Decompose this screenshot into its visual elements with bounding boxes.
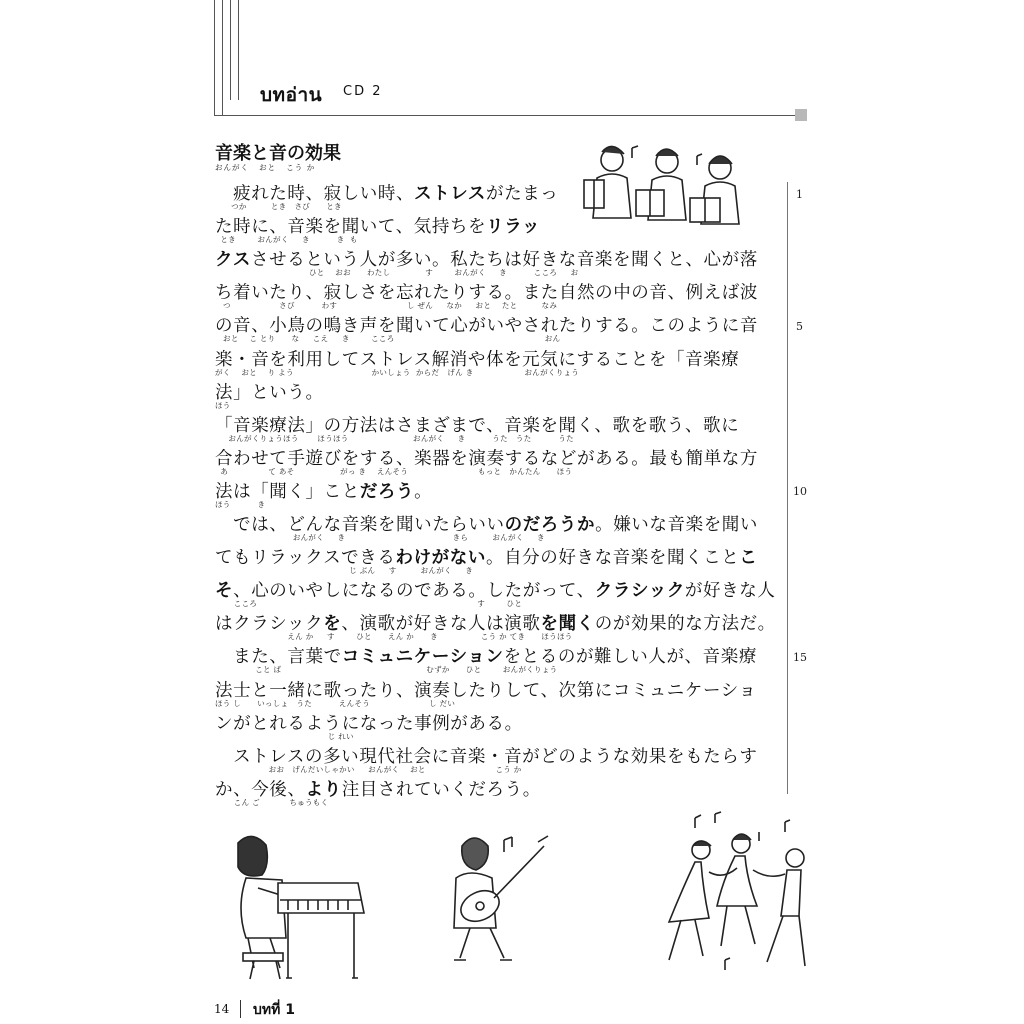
frame-line <box>238 0 239 100</box>
emphasized-text: より <box>305 779 342 800</box>
piano-player-illustration <box>218 828 368 983</box>
furigana-line: がく おと り よう かいしょう からだ げん き おんがくりょう <box>215 367 580 377</box>
furigana-line: おお げんだいしゃかい おんがく おと こう か <box>215 764 522 774</box>
text-segment: 。 <box>414 481 433 502</box>
text-segment: 、演歌が好きな人は演歌 <box>341 614 541 635</box>
choir-illustration <box>572 138 762 228</box>
furigana-line: じ ぶん す おんがく き <box>215 566 474 576</box>
emphasized-text: コミュニケーション <box>341 647 504 668</box>
furigana-line: つ さび わす し ぜん なか おと たと なみ <box>215 301 558 311</box>
text-segment: てもリラックスできる <box>215 548 396 569</box>
furigana-line: えん か す ひと えん か き こう か てき ほうほう <box>215 632 573 642</box>
frame-line <box>230 0 231 100</box>
text-segment: では、どんな音楽を聞いたらいい <box>215 515 505 535</box>
furigana-line: じ れい <box>215 731 354 741</box>
text-segment: ち着いたり、寂しさを忘れたりする。また自然の中の音、例えば波 <box>215 283 758 304</box>
text-segment: ンがとれるようになった事例がある。 <box>215 713 523 734</box>
emphasized-text: を <box>323 614 342 635</box>
text-segment: 法士と一緒に歌ったり、演奏したりして、次第にコミュニケーショ <box>215 680 757 701</box>
corner-marker <box>795 109 807 121</box>
text-segment: 疲れた時、寂しい時、 <box>215 184 415 204</box>
furigana-line: あ て あそ がっ き えんそう もっと かんたん ほう <box>215 466 573 476</box>
cd-track-label: CD 2 <box>343 84 383 99</box>
emphasized-text: クス <box>215 250 252 271</box>
furigana-line: ほう き <box>215 499 266 509</box>
emphasized-text: だろう <box>359 481 415 502</box>
text-segment: 、心のいやしになるのである。したがって、 <box>233 581 595 602</box>
text-segment: 注目されていくだろう。 <box>341 779 541 800</box>
furigana-line: こと ば むずか ひと おんがくりょう <box>215 665 558 675</box>
section-label: บทอ่าน <box>260 84 323 106</box>
furigana-line: ひと おお わたし す おんがく き こころ お <box>215 268 579 278</box>
furigana-line: ほう <box>215 400 231 410</box>
footer-divider <box>240 1000 241 1018</box>
text-segment: 「音楽療法」の方法はさまざまで、音楽を聞く、歌を歌う、歌に <box>215 415 740 436</box>
furigana-line: おんがく き きら おんがく き <box>215 533 545 542</box>
frame-line <box>214 115 802 116</box>
emphasized-text: を聞く <box>540 614 595 635</box>
title-furigana: おんがく おと こう か <box>215 163 316 172</box>
text-segment: 楽・音を利用してストレス解消や体を元気にすることを「音楽療 <box>215 349 740 370</box>
line-number: 5 <box>796 320 803 333</box>
lesson-label: บทที่ 1 <box>253 1002 295 1018</box>
emphasized-text: こ <box>739 548 758 569</box>
text-segment: の音、小鳥の鳴き声を聞いて心がいやされたりする。このように音 <box>215 316 758 337</box>
furigana-line: おと こ とり な こえ き こころ おん <box>215 334 561 344</box>
frame-line <box>222 0 223 116</box>
text-segment: 。自分の好きな音楽を聞くこと <box>485 548 740 569</box>
page-number: 14 <box>214 1002 230 1016</box>
emphasized-text: クラシック <box>594 581 685 602</box>
text-segment: させるという人が多い。私たちは好きな音楽を聞くと、心が落 <box>251 250 758 271</box>
text-segment: のが効果的な方法だ。 <box>594 614 776 635</box>
text-segment: 合わせて手遊びをする、楽器を演奏するなどがある。最も簡単な方 <box>215 448 758 469</box>
line-number: 15 <box>793 651 807 664</box>
guitar-player-illustration <box>442 828 562 963</box>
text-segment: をとるのが難しい人が、音楽療 <box>503 647 757 668</box>
line-number: 1 <box>796 188 803 201</box>
emphasized-text: そ <box>215 581 234 602</box>
reading-title: 音楽と音の効果 <box>215 143 341 164</box>
furigana-line: こん ご ちゅうもく <box>215 797 329 807</box>
text-segment: はクラシック <box>215 614 324 635</box>
furigana-line: こころ す ひと <box>215 599 523 609</box>
furigana-line: つか とき さび とき <box>215 202 342 211</box>
text-segment: ストレスの多い現代社会に音楽・音がどのような効果をもたらす <box>215 746 758 767</box>
text-segment: 法」という。 <box>215 382 324 403</box>
emphasized-text: わけがない <box>395 548 486 569</box>
text-segment: た時に、音楽を聞いて、気持ちを <box>215 217 487 238</box>
emphasized-text: のだろうか <box>504 515 596 535</box>
furigana-line: ほう し いっしょ うた えんそう し だい <box>215 698 456 708</box>
emphasized-text: ストレス <box>414 184 486 204</box>
text-segment: また、言葉で <box>215 647 342 668</box>
text-segment: 。嫌いな音楽を聞い <box>595 515 759 535</box>
line-number-rule <box>787 182 788 794</box>
frame-line <box>214 0 215 116</box>
text-segment: か、今後、 <box>215 779 306 800</box>
text-segment: 法は「聞く」こと <box>215 481 360 502</box>
line-number: 10 <box>793 485 807 498</box>
dancers-illustration <box>655 810 815 985</box>
emphasized-text: リラッ <box>486 217 541 238</box>
text-segment: が好きな人 <box>684 581 776 602</box>
furigana-line: おんがくりょうほう ほうほう おんがく き うた うた うた <box>215 433 574 443</box>
text-segment: がたまっ <box>485 184 559 204</box>
furigana-line: とき おんがく き き も <box>215 235 358 245</box>
